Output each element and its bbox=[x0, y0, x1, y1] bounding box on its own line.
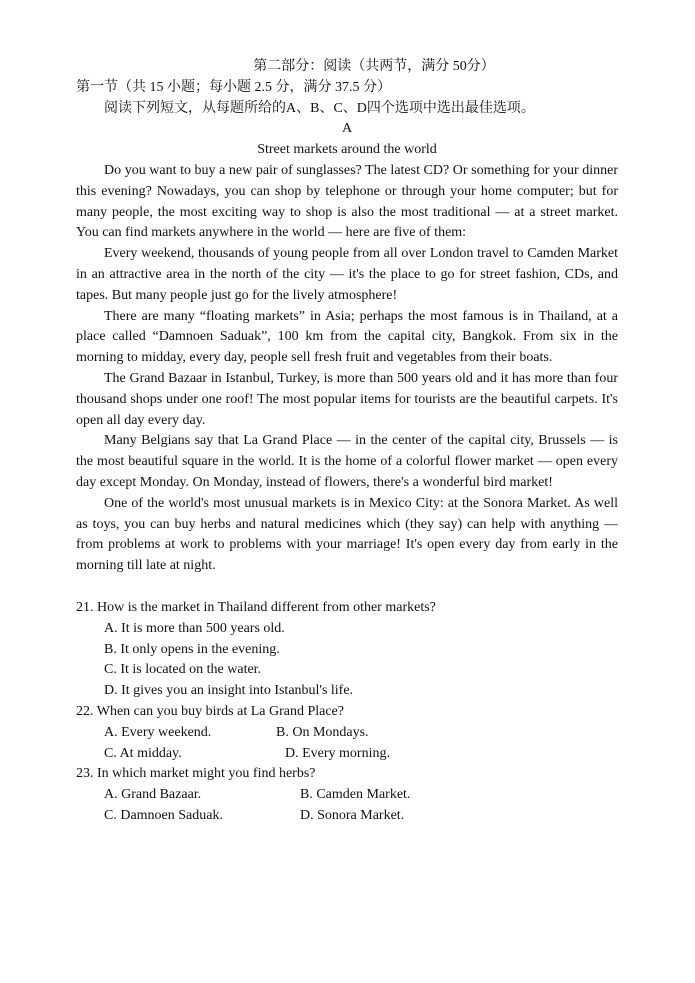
option-a: A. Grand Bazaar. bbox=[104, 787, 202, 803]
passage-letter: A bbox=[341, 121, 353, 137]
option-a: A. It is more than 500 years old. bbox=[104, 620, 285, 636]
question-21 bbox=[76, 598, 618, 702]
question-23 bbox=[76, 764, 618, 826]
passage-paragraph-5: Many Belgians say that La Grand Place — in the center of the capital city, Brussels — is the most beautiful square in the world. It is the home of a colorful flower market — open every day except Monday. On Monday, instead of flowers, there's a wonderful bird market! bbox=[76, 433, 618, 490]
option-b: B. On Mondays. bbox=[276, 724, 369, 740]
option-d: D. Sonora Market. bbox=[300, 807, 405, 823]
question-list bbox=[76, 598, 618, 827]
option-c: C. Damnoen Saduak. bbox=[104, 807, 223, 823]
question-22 bbox=[76, 702, 618, 764]
option-row bbox=[76, 744, 618, 765]
page-content bbox=[76, 57, 618, 827]
question-stem: 22. When can you buy birds at La Grand Place? bbox=[76, 703, 344, 719]
passage-paragraph-4: The Grand Bazaar in Istanbul, Turkey, is more than 500 years old and it has more than four thousand shops under one roof! The most popular items for tourists are the beautiful carpets. It's open all day every day. bbox=[76, 370, 618, 428]
passage-title: Street markets around the world bbox=[257, 142, 437, 158]
option-b: B. It only opens in the evening. bbox=[104, 641, 280, 657]
option-row bbox=[76, 785, 618, 806]
option-row bbox=[76, 723, 618, 744]
option-b: B. Camden Market. bbox=[300, 787, 411, 803]
passage-paragraph-1: Do you want to buy a new pair of sunglasses? The latest CD? Or something for your dinner this evening? Nowadays, you can shop by telephone or through your home computer; but for many people, the most exciting way to shop is also the most traditional — at a street market. You can find markets anywhere in the world — here are five of them: bbox=[76, 162, 618, 241]
subsection-heading: 第一节（共 15 小题；每小题 2.5 分，满分 37.5 分） bbox=[76, 79, 391, 95]
question-stem: 21. How is the market in Thailand different from other markets? bbox=[76, 599, 436, 615]
passage-paragraph-2: Every weekend, thousands of young people from all over London travel to Camden Market in an attractive area in the north of the city — it's the place to go for street fashion, CDs, and tapes. But many people just go for the lively atmosphere! bbox=[76, 246, 618, 303]
passage-paragraph-3: There are many “floating markets” in Asia; perhaps the most famous is in Thailand, at a place called “Damnoen Saduak”, 100 km from the capital city, Bangkok. From six in the morning to midday, every day, people sell fresh fruit and vegetables from their boats. bbox=[76, 308, 618, 366]
option-c: C. At midday. bbox=[104, 745, 182, 761]
instructions: 阅读下列短文，从每题所给的A、B、C、D四个选项中选出最佳选项。 bbox=[104, 100, 535, 116]
section-title: 第二部分：阅读（共两节，满分 50分） bbox=[253, 59, 495, 74]
option-row bbox=[76, 806, 618, 827]
option-d: D. It gives you an insight into Istanbul's life. bbox=[104, 683, 354, 699]
passage-paragraph-6: One of the world's most unusual markets is in Mexico City: at the Sonora Market. As well as toys, you can buy herbs and natural medicines which (they say) can help with anything — from problems at work to problems with your marriage! It's open every day from early in the morning till late at night. bbox=[76, 495, 618, 574]
option-a: A. Every weekend. bbox=[104, 724, 212, 740]
option-c: C. It is located on the water. bbox=[104, 662, 262, 678]
option-d: D. Every morning. bbox=[285, 745, 390, 761]
question-stem: 23. In which market might you find herbs? bbox=[76, 766, 316, 782]
